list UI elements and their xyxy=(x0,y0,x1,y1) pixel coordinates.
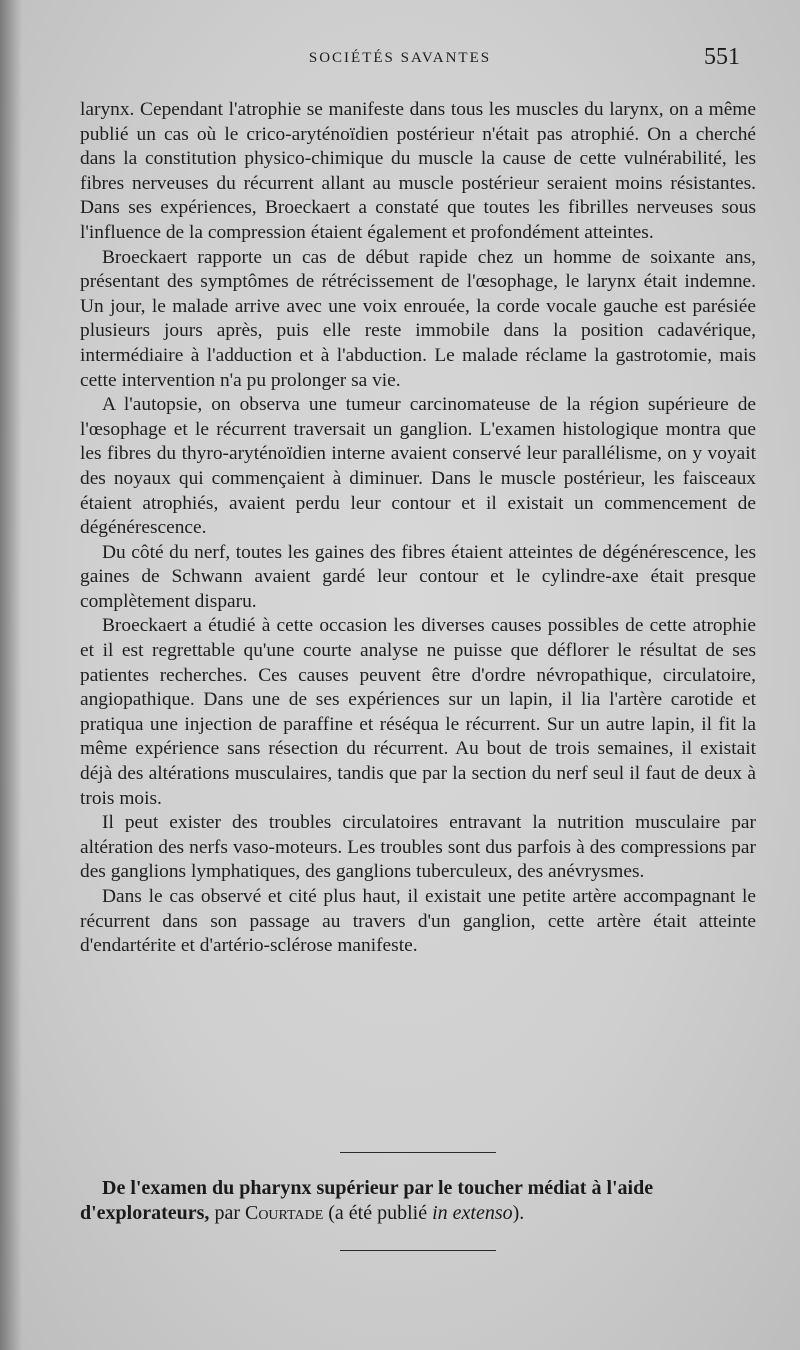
section-entry xyxy=(80,1176,760,1226)
section-title: De l'examen du pharynx supérieur par le toucher médiat à l'aide d'explorateurs, xyxy=(80,1177,654,1224)
section-by: par xyxy=(209,1202,245,1224)
section-author: Courtade xyxy=(244,1202,324,1224)
paragraph-4: Du côté du nerf, toutes les gaines des fibres étaient atteintes de dégénérescence, les gaines de Schwann avaient gardé leur contour et le cylindre-axe était presque complètement disparu. xyxy=(80,541,756,612)
page-number: 551 xyxy=(704,44,740,70)
page-header xyxy=(0,44,800,80)
separator-rule-top xyxy=(340,1152,496,1153)
section-note-open: (a été publié xyxy=(323,1202,433,1224)
paragraph-3: A l'autopsie, on observa une tumeur carcinomateuse de la région supérieure de l'œsophage et le récurrent traversait un ganglion. L'examen histologique montra que les fibres du thyro-aryténoïdien interne avaient conservé leur parallélisme, on y voyait des noyaux qui commençaient à diminuer. Dans le muscle postérieur, les faisceaux étaient atrophiés, avaient perdu leur contour et il existait un commencement de dégénérescence. xyxy=(80,394,756,539)
body-text xyxy=(80,98,756,959)
paragraph-5: Broeckaert a étudié à cette occasion les diverses causes possibles de cette atrophie et il est regrettable qu'une courte analyse ne puisse que déflorer le résultat de ses patientes recherches. Ces causes peuvent être d'ordre névropathique, circulatoire, angiopathique. Dans une de ses expériences sur un lapin, il lia l'artère carotide et pratiqua une injection de paraffine et réséqua le récurrent. Sur un autre lapin, il fit la même expérience sans résection du récurrent. Au bout de trois semaines, il existait déjà des altérations musculaires, tandis que par la section du nerf seul il faut de deux à trois mois. xyxy=(80,615,756,809)
section-note-close: ). xyxy=(512,1202,525,1224)
paragraph-7: Dans le cas observé et cité plus haut, il existait une petite artère accompagnant le récurrent dans son passage au travers d'un ganglion, cette artère était atteinte d'endartérite et d'artério-sclérose manifeste. xyxy=(80,886,756,957)
running-title: SOCIÉTÉS SAVANTES xyxy=(308,50,492,66)
page-spine-shadow xyxy=(0,0,22,1350)
paragraph-2: Broeckaert rapporte un cas de début rapide chez un homme de soixante ans, présentant des symptômes de rétrécissement de l'œsophage, le larynx était indemne. Un jour, le malade arrive avec une voix enrouée, la corde vocale gauche est parésiée plusieurs jours après, puis elle reste immobile dans la position cadavérique, intermédiaire à l'adduction et à l'abduction. Le malade réclame la gastrotomie, mais cette intervention n'a pu prolonger sa vie. xyxy=(80,246,756,391)
paragraph-6: Il peut exister des troubles circulatoires entravant la nutrition musculaire par altération des nerfs vaso-moteurs. Les troubles sont dus parfois à des compressions par des ganglions lymphatiques, des ganglions tuberculeux, des anévrysmes. xyxy=(80,812,756,883)
separator-rule-bottom xyxy=(340,1250,496,1251)
paragraph-1: larynx. Cependant l'atrophie se manifeste dans tous les muscles du larynx, on a même publié un cas où le crico-aryténoïdien postérieur n'était pas atrophié. On a cherché dans la constitution physico-chimique du muscle la cause de cette vulnérabilité, les fibres nerveuses du récurrent allant au muscle postérieur seraient moins résistantes. Dans ses expériences, Broeckaert a constaté que toutes les fibrilles nerveuses sous l'influence de la compression étaient également et profondément atteintes. xyxy=(80,99,756,243)
section-note-italic: in extenso xyxy=(432,1202,513,1224)
